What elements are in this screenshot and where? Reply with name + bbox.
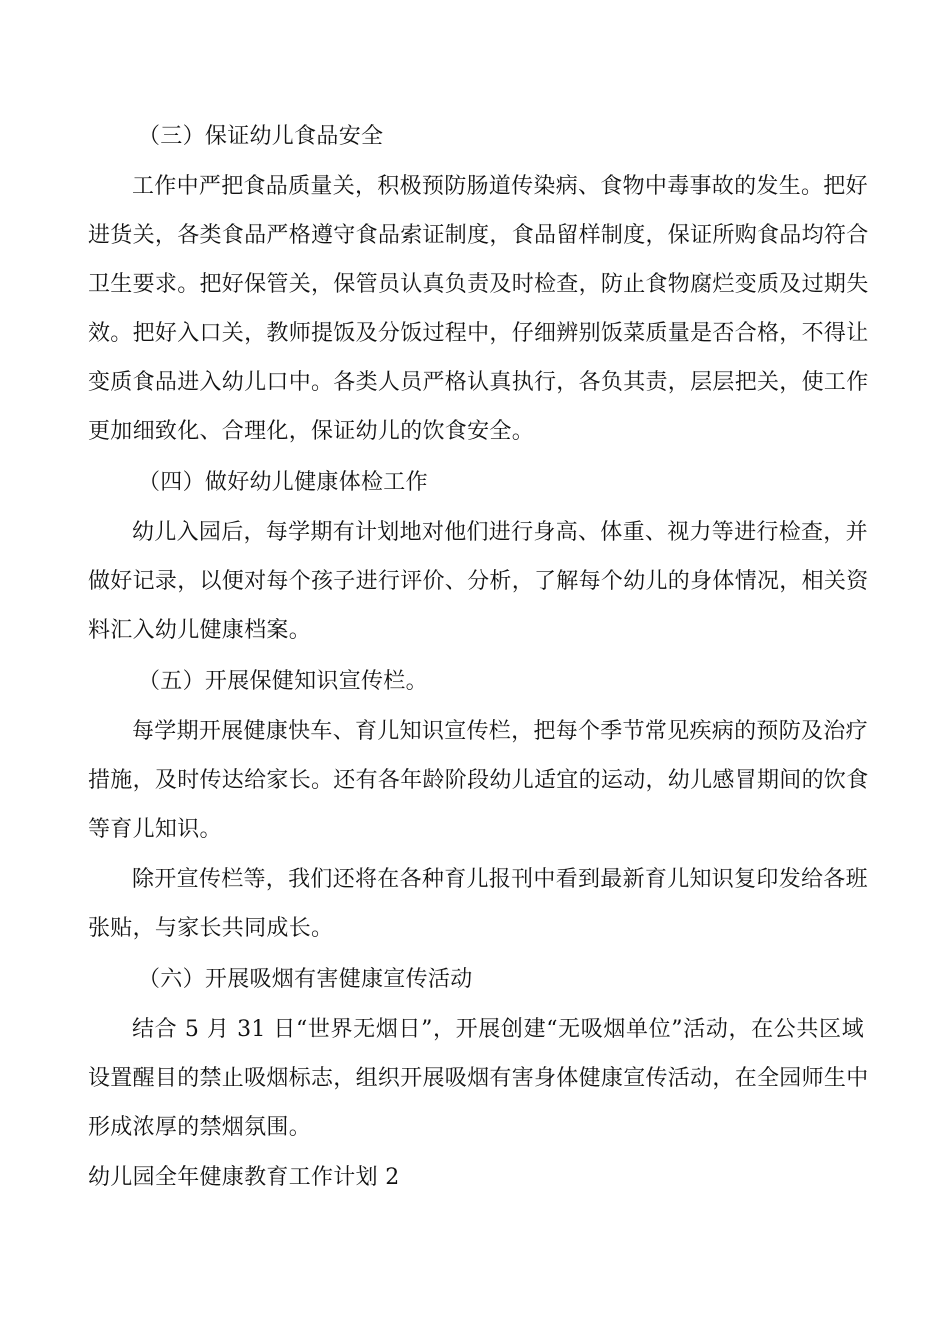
paragraph-line: 做好记录，以便对每个孩子进行评价、分析，了解每个幼儿的身体情况，相关资 xyxy=(88,569,869,594)
paragraph-line: 工作中严把食品质量关，积极预防肠道传染病、食物中毒事故的发生。把好 xyxy=(132,174,868,199)
paragraph-line: 结合 5 月 31 日“世界无烟日”，开展创建“无吸烟单位”活动，在公共区域 xyxy=(132,1017,864,1042)
paragraph-line: 进货关，各类食品严格遵守食品索证制度，食品留样制度，保证所购食品均符合 xyxy=(88,223,869,248)
paragraph-line: 张贴，与家长共同成长。 xyxy=(88,916,334,941)
paragraph-line: 更加细致化、合理化，保证幼儿的饮食安全。 xyxy=(88,419,535,444)
section-heading-health-checkup: （四）做好幼儿健康体检工作 xyxy=(138,470,428,495)
paragraph-line: 措施，及时传达给家长。还有各年龄阶段幼儿适宜的运动，幼儿感冒期间的饮食 xyxy=(88,768,869,793)
section-heading-anti-smoking: （六）开展吸烟有害健康宣传活动 xyxy=(138,967,473,992)
paragraph-line: 效。把好入口关，教师提饭及分饭过程中，仔细辨别饭菜质量是否合格，不得让 xyxy=(88,321,869,346)
paragraph-line: 卫生要求。把好保管关，保管员认真负责及时检查，防止食物腐烂变质及过期失 xyxy=(88,272,869,297)
section-heading-food-safety: （三）保证幼儿食品安全 xyxy=(138,124,384,149)
paragraph-line: 每学期开展健康快车、育儿知识宣传栏，把每个季节常见疾病的预防及治疗 xyxy=(132,719,868,744)
paragraph-line: 设置醒目的禁止吸烟标志，组织开展吸烟有害身体健康宣传活动，在全园师生中 xyxy=(88,1066,869,1091)
paragraph-line: 形成浓厚的禁烟氛围。 xyxy=(88,1115,312,1140)
paragraph-line: 变质食品进入幼儿口中。各类人员严格认真执行，各负其责，层层把关，使工作 xyxy=(88,370,869,395)
paragraph-line: 除开宣传栏等，我们还将在各种育儿报刊中看到最新育儿知识复印发给各班 xyxy=(132,867,868,892)
paragraph-line: 等育儿知识。 xyxy=(88,817,222,842)
paragraph-line: 幼儿入园后，每学期有计划地对他们进行身高、体重、视力等进行检查，并 xyxy=(132,520,868,545)
section-heading-health-bulletin: （五）开展保健知识宣传栏。 xyxy=(138,669,428,694)
next-document-title: 幼儿园全年健康教育工作计划 2 xyxy=(88,1165,400,1190)
paragraph-line: 料汇入幼儿健康档案。 xyxy=(88,618,312,643)
